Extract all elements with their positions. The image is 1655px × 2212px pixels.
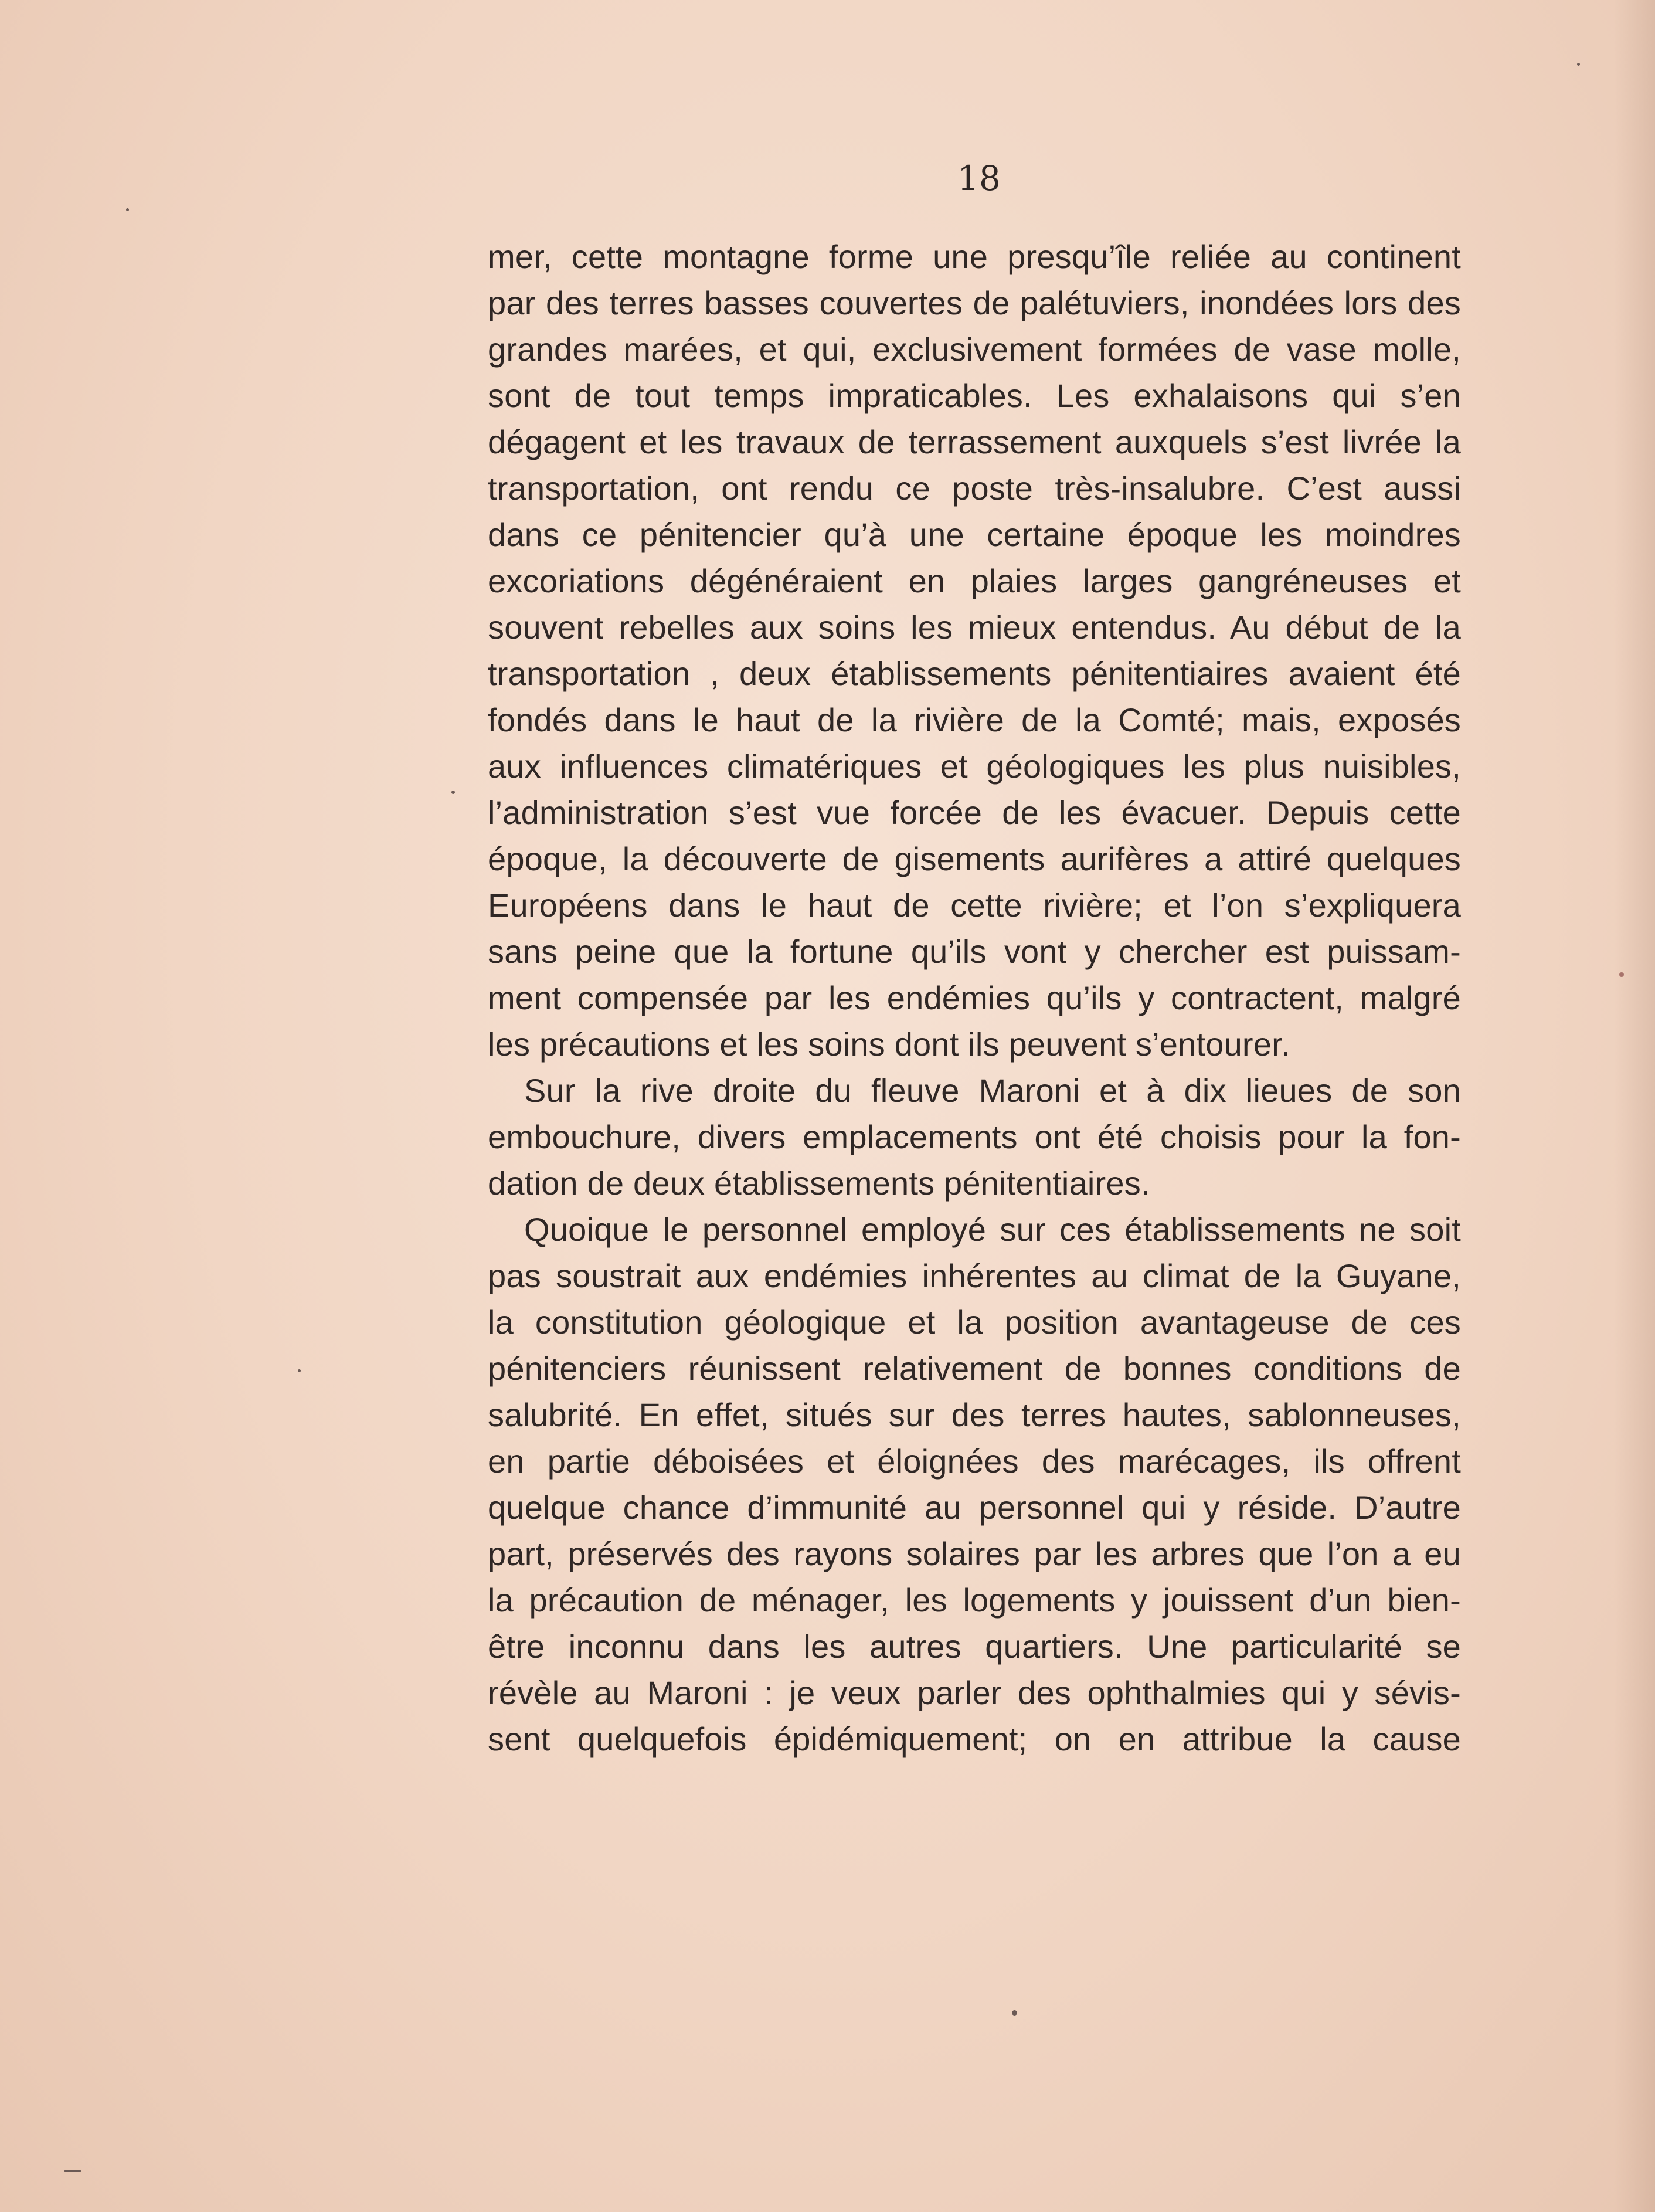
text-line: la précaution de ménager, les logements y jouissent d’un bien- xyxy=(488,1582,1461,1619)
text-line: aux influences climatériques et géologiques les plus nuisibles, xyxy=(488,748,1461,785)
text-line: Quoique le personnel employé sur ces établissements ne soit xyxy=(524,1211,1461,1248)
text-line: sans peine que la fortune qu’ils vont y chercher est puissam- xyxy=(488,933,1461,970)
paper-speck xyxy=(1619,972,1624,977)
text-line: quelque chance d’immunité au personnel qui y réside. D’autre xyxy=(488,1489,1461,1526)
paper-speck xyxy=(451,791,455,794)
text-line: en partie déboisées et éloignées des marécages, ils offrent xyxy=(488,1443,1461,1480)
paper-speck xyxy=(1012,2010,1017,2016)
text-line: pénitenciers réunissent relativement de bonnes conditions de xyxy=(488,1350,1461,1387)
text-line: embouchure, divers emplacements ont été choisis pour la fon- xyxy=(488,1118,1461,1155)
paper-speck xyxy=(126,208,129,211)
text-line: part, préservés des rayons solaires par les arbres que l’on a eu xyxy=(488,1535,1461,1572)
page-number: 18 xyxy=(957,158,1001,198)
text-line: révèle au Maroni : je veux parler des ophthalmies qui y sévis- xyxy=(488,1674,1461,1711)
text-line: fondés dans le haut de la rivière de la Comté; mais, exposés xyxy=(488,701,1461,738)
text-line: l’administration s’est vue forcée de les évacuer. Depuis cette xyxy=(488,794,1461,831)
body-text xyxy=(488,233,1461,1762)
text-line: sont de tout temps impraticables. Les exhalaisons qui s’en xyxy=(488,377,1461,414)
text-line: mer, cette montagne forme une presqu’île reliée au continent xyxy=(488,238,1461,275)
text-line: salubrité. En effet, situés sur des terres hautes, sablonneuses, xyxy=(488,1396,1461,1433)
page-edge-shadow xyxy=(1614,0,1655,2212)
text-line: Sur la rive droite du fleuve Maroni et à dix lieues de son xyxy=(524,1072,1461,1109)
text-line: dation de deux établissements pénitentiaires. xyxy=(488,1165,1150,1202)
text-line: transportation , deux établissements pénitentiaires avaient été xyxy=(488,655,1461,692)
text-line: souvent rebelles aux soins les mieux entendus. Au début de la xyxy=(488,609,1461,646)
text-line: excoriations dégénéraient en plaies larges gangréneuses et xyxy=(488,562,1461,599)
text-line: sent quelquefois épidémiquement; on en attribue la cause xyxy=(488,1721,1461,1758)
paper-speck xyxy=(64,2170,81,2172)
text-line: Européens dans le haut de cette rivière; et l’on s’expliquera xyxy=(488,887,1461,924)
text-line: dans ce pénitencier qu’à une certaine époque les moindres xyxy=(488,516,1461,553)
text-line: les précautions et les soins dont ils peuvent s’entourer. xyxy=(488,1026,1290,1063)
paper-speck xyxy=(298,1369,301,1372)
text-line: pas soustrait aux endémies inhérentes au climat de la Guyane, xyxy=(488,1257,1461,1294)
text-line: dégagent et les travaux de terrassement auxquels s’est livrée la xyxy=(488,423,1461,460)
paper-speck xyxy=(1577,63,1580,66)
text-line: époque, la découverte de gisements aurifères a attiré quelques xyxy=(488,840,1461,877)
text-line: être inconnu dans les autres quartiers. Une particularité se xyxy=(488,1628,1461,1665)
text-line: grandes marées, et qui, exclusivement formées de vase molle, xyxy=(488,331,1461,368)
text-line: par des terres basses couvertes de palétuviers, inondées lors des xyxy=(488,284,1461,321)
text-line: la constitution géologique et la position avantageuse de ces xyxy=(488,1304,1461,1341)
text-line: transportation, ont rendu ce poste très-insalubre. C’est aussi xyxy=(488,470,1461,507)
text-line: ment compensée par les endémies qu’ils y contractent, malgré xyxy=(488,979,1461,1016)
